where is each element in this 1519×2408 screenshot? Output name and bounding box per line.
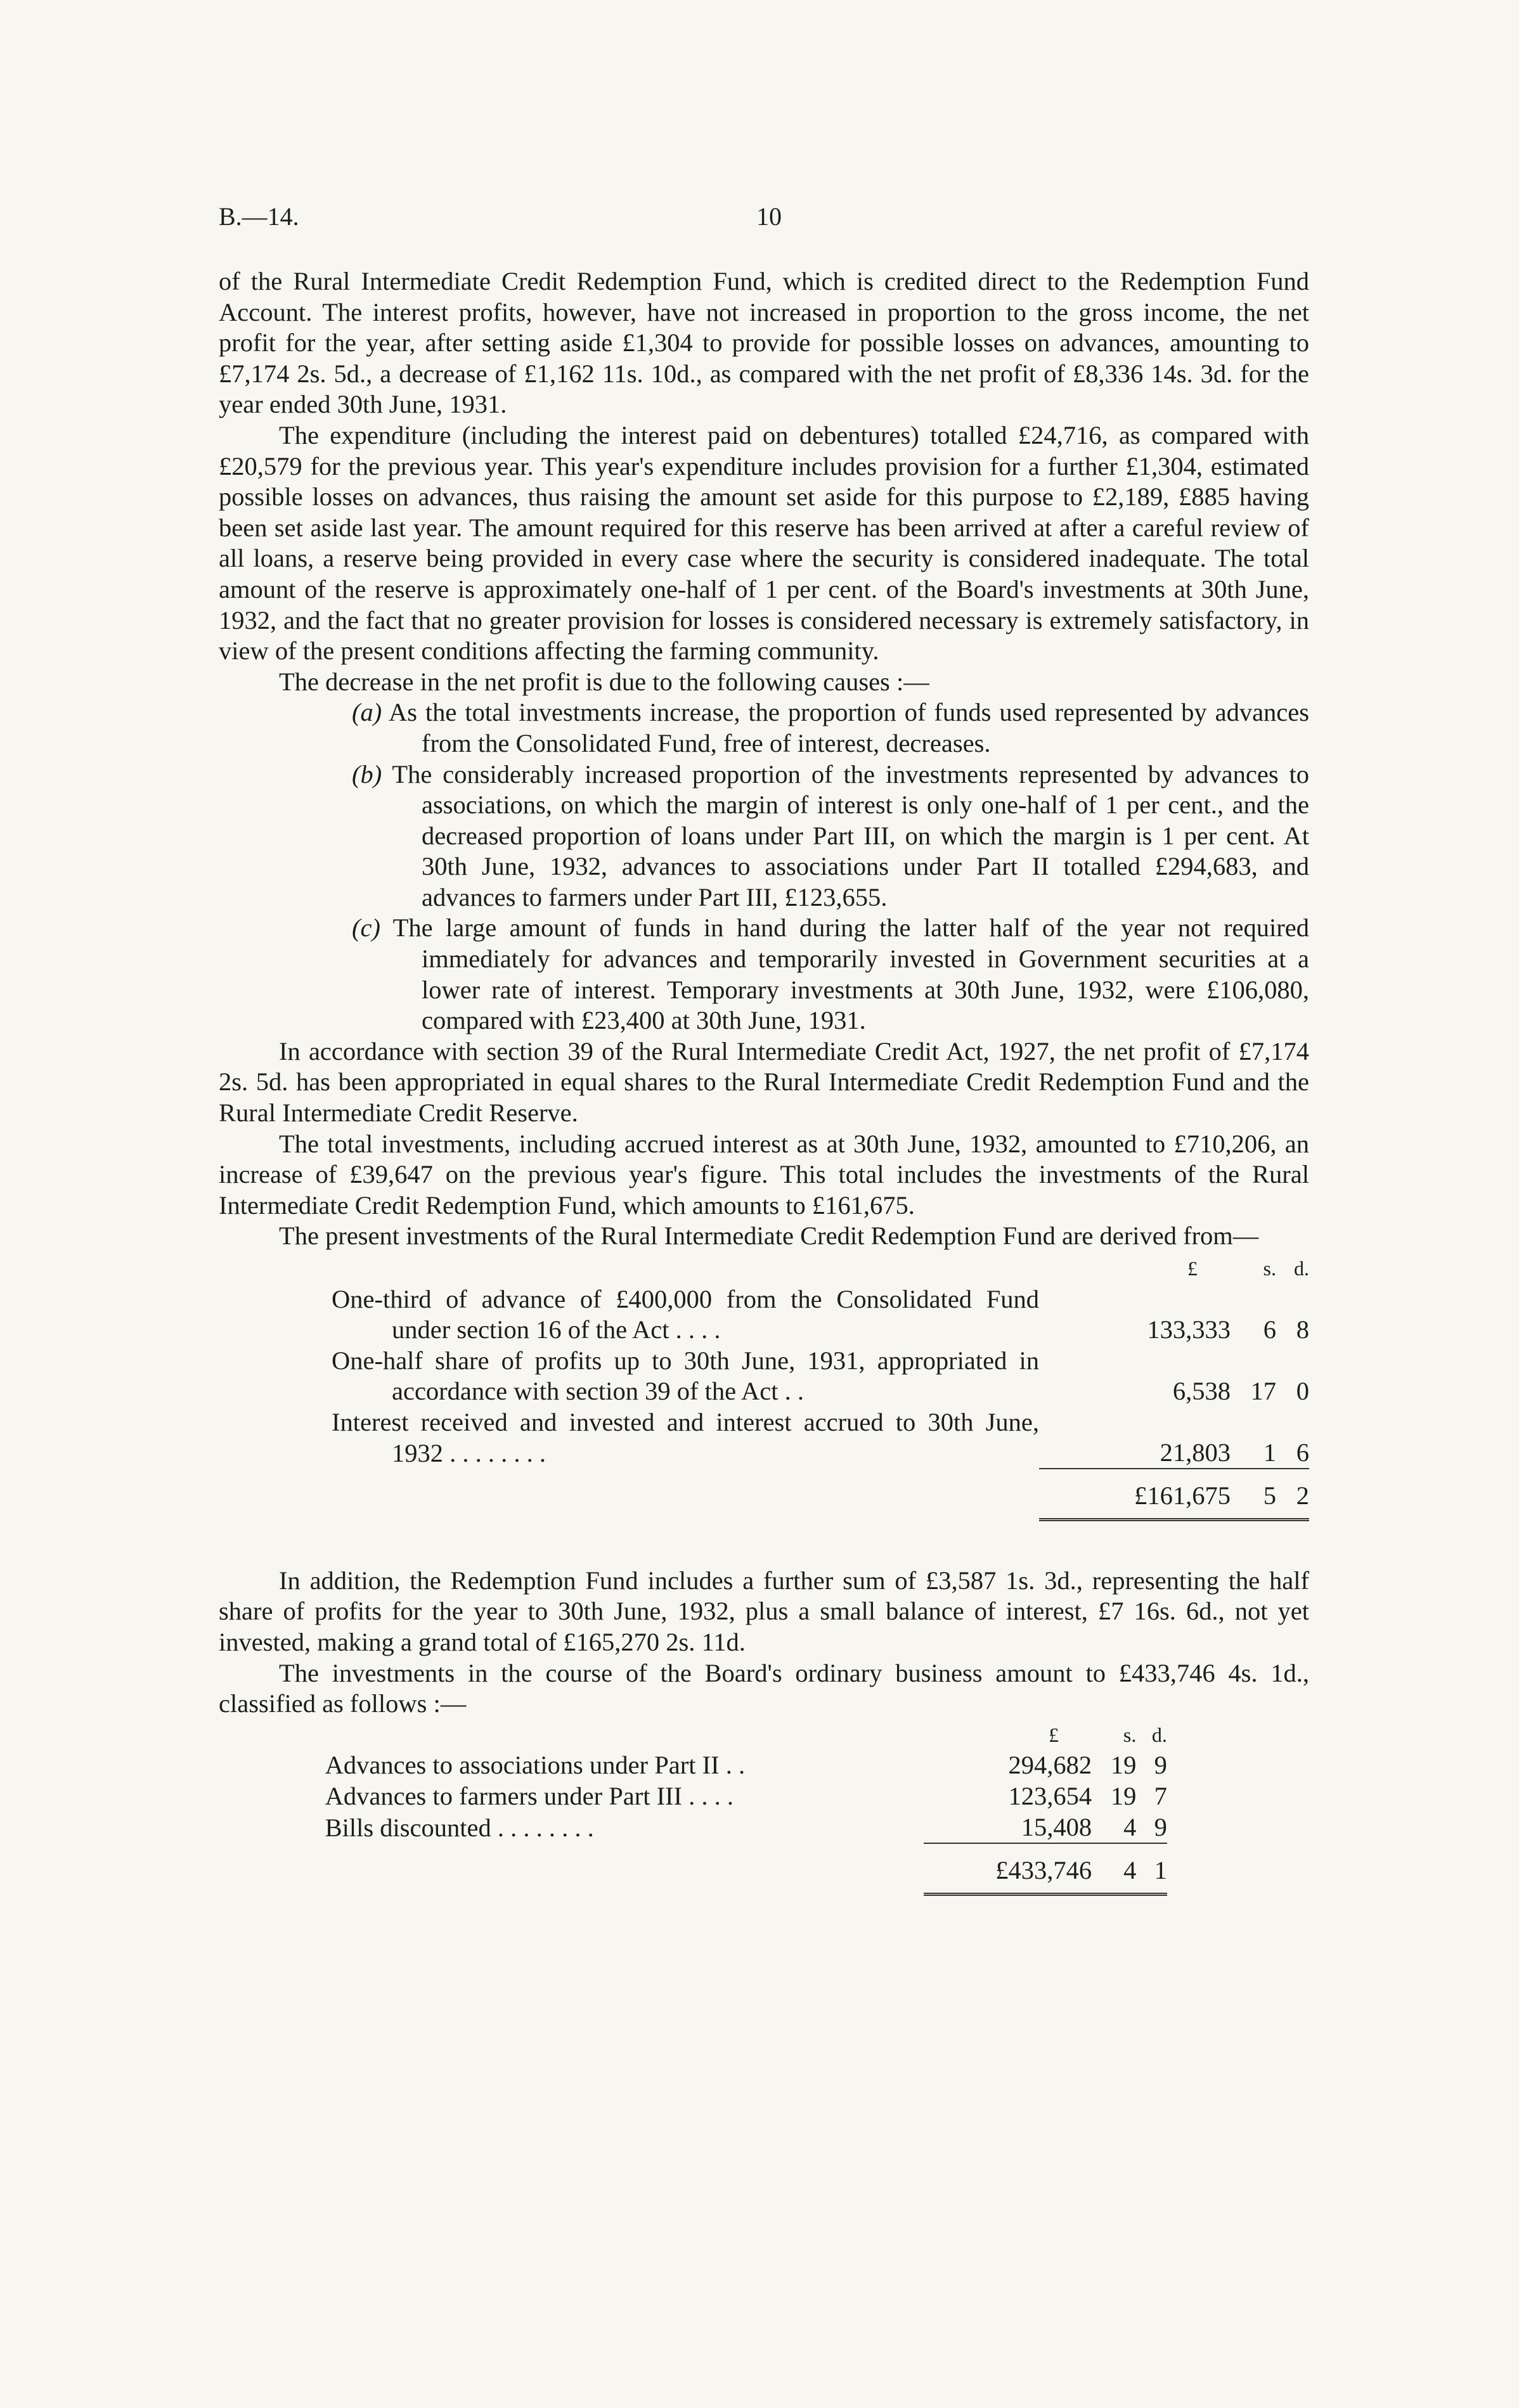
- row-pounds: 133,333: [1147, 1315, 1231, 1344]
- paragraph-appropriation: In accordance with section 39 of the Rural Intermediate Credit Act, 1927, the net profit of £7,174 2s. 5d. has been appropriated in equal shares to the Rural Intermediate Credit Redemption Fund and the Rural Intermediate Credit Reserve.: [219, 1036, 1309, 1128]
- total-pence: 1: [1136, 1843, 1167, 1890]
- total-row: [219, 1843, 1309, 1890]
- document-body: [219, 266, 1309, 1896]
- row-pence: 6: [1296, 1438, 1309, 1467]
- spacer: [219, 1521, 1309, 1566]
- row-pence: 8: [1296, 1315, 1309, 1344]
- clause-label: (b): [352, 759, 382, 789]
- paragraph-redemption-addition: In addition, the Redemption Fund includes a further sum of £3,587 1s. 3d., representing the half share of profits for the year to 30th June, 1932, plus a small balance of interest, £7 16s. 6d., not yet invested, making a grand total of £165,270 2s. 11d.: [219, 1566, 1309, 1656]
- total-row: [219, 1469, 1309, 1516]
- unit-pounds: £: [1187, 1257, 1198, 1280]
- clause-b: [219, 759, 1309, 913]
- clause-text: The large amount of funds in hand during the latter half of the year not required immediately for advances and temporarily invested in Government securities at a lower rate of interest. Temporary investments at 30th June, 1932, were £106,080, compared with £23,400 at 30th June, 1931.: [392, 913, 1309, 1035]
- paragraph-total-investments: The total investments, including accrued interest as at 30th June, 1932, amounted to £710,206, an increase of £39,647 on the previous year's figure. This total includes the investments of the Rural Intermediate Credit Redemption Fund, which amounts to £161,675.: [219, 1129, 1309, 1220]
- paragraph-decrease-causes: The decrease in the net profit is due to the following causes :—: [279, 667, 929, 696]
- units-row: [219, 1720, 1309, 1751]
- clause-c: [219, 913, 1309, 1036]
- row-pounds: 123,654: [1008, 1781, 1092, 1810]
- page-number: 10: [756, 202, 782, 231]
- row-shillings: 4: [1123, 1812, 1137, 1841]
- row-shillings: 6: [1263, 1315, 1276, 1344]
- clause-a: [219, 697, 1309, 759]
- row-pounds: 21,803: [1160, 1438, 1231, 1467]
- double-rule: [219, 1516, 1309, 1520]
- row-pounds: 15,408: [1021, 1812, 1092, 1841]
- clause-label: (a): [352, 698, 382, 727]
- row-label: Advances to associations under Part II . .: [325, 1751, 746, 1780]
- total-pence: 2: [1276, 1469, 1309, 1516]
- row-label: Bills discounted . . . . . . . .: [325, 1813, 594, 1842]
- total-shillings: 4: [1092, 1843, 1136, 1890]
- units-row: [219, 1253, 1309, 1284]
- row-pence: 9: [1154, 1812, 1167, 1841]
- unit-pence: d.: [1294, 1257, 1309, 1280]
- table-row: [219, 1407, 1309, 1469]
- clause-text: The considerably increased proportion of the investments represented by advances to associations, on which the margin of interest is only one-half of 1 per cent., and the decreased proportion of loans under Part III, on which the margin is 1 per cent. At 30th June, 1932, advances to associations under Part II totalled £294,683, and advances to farmers under Part III, £123,655.: [392, 759, 1309, 911]
- page-header: [219, 202, 1309, 237]
- row-description: One-third of advance of £400,000 from the Consolidated Fund under section 16 of the Act . . . .: [332, 1284, 1039, 1344]
- paragraph-redemption-fund-intro: The present investments of the Rural Intermediate Credit Redemption Fund are derived from—: [279, 1221, 1259, 1251]
- unit-pence: d.: [1151, 1723, 1167, 1746]
- row-label: Advances to farmers under Part III . . . .: [325, 1781, 734, 1810]
- table-row: [219, 1346, 1309, 1407]
- unit-pounds: £: [1049, 1723, 1059, 1746]
- row-shillings: 19: [1110, 1751, 1137, 1780]
- unit-shillings: s.: [1263, 1257, 1276, 1280]
- row-shillings: 19: [1110, 1781, 1137, 1810]
- table-row: [219, 1750, 1309, 1781]
- row-pounds: 6,538: [1172, 1377, 1231, 1406]
- row-shillings: 1: [1263, 1438, 1276, 1467]
- unit-shillings: s.: [1123, 1723, 1137, 1746]
- clause-text: As the total investments increase, the proportion of funds used represented by advances from the Consolidated Fund, free of interest, decreases.: [388, 698, 1310, 757]
- total-pounds: £161,675: [1039, 1469, 1231, 1516]
- table-row: [219, 1812, 1309, 1844]
- row-description: Interest received and invested and interest accrued to 30th June, 1932 . . . . . . . .: [332, 1407, 1039, 1467]
- clause-label: (c): [352, 913, 380, 943]
- document-reference: B.—14.: [219, 202, 299, 231]
- table-row: [219, 1781, 1309, 1812]
- paragraph-expenditure: The expenditure (including the interest paid on debentures) totalled £24,716, as compared with £20,579 for the previous year. This year's expenditure includes provision for a further £1,304, estimated possible losses on advances, thus raising the amount set aside for this purpose to £2,189, £885 having been set aside last year. The amount required for this reserve has been arrived at after a careful review of all loans, a reserve being provided in every case where the security is considered inadequate. The total amount of the reserve is approximately one-half of 1 per cent. of the Board's investments at 30th June, 1932, and the fact that no greater provision for losses is considered necessary is extremely satisfactory, in view of the present conditions affecting the farming community.: [219, 420, 1309, 666]
- paragraph-ordinary-business: The investments in the course of the Board's ordinary business amount to £433,746 4s. 1d., classified as follows :—: [219, 1658, 1309, 1718]
- total-pounds: £433,746: [924, 1843, 1092, 1890]
- total-shillings: 5: [1231, 1469, 1276, 1516]
- paragraph-net-profit: of the Rural Intermediate Credit Redemption Fund, which is credited direct to the Redemption Fund Account. The interest profits, however, have not increased in proportion to the gross income, the net profit for the year, after setting aside £1,304 to provide for possible losses on advances, amounting to £7,174 2s. 5d., a decrease of £1,162 11s. 10d., as compared with the net profit of £8,336 14s. 3d. for the year ended 30th June, 1931.: [219, 267, 1309, 419]
- table-row: [219, 1284, 1309, 1346]
- row-shillings: 17: [1250, 1377, 1276, 1406]
- row-pence: 9: [1154, 1751, 1167, 1780]
- row-description: One-half share of profits up to 30th June, 1931, appropriated in accordance with section 39 of the Act . .: [332, 1346, 1039, 1406]
- row-pounds: 294,682: [1008, 1751, 1092, 1780]
- row-pence: 0: [1296, 1377, 1309, 1406]
- row-pence: 7: [1154, 1781, 1167, 1810]
- double-rule: [219, 1890, 1309, 1895]
- investments-classified-table: [219, 1720, 1309, 1896]
- redemption-fund-sources-table: [219, 1253, 1309, 1521]
